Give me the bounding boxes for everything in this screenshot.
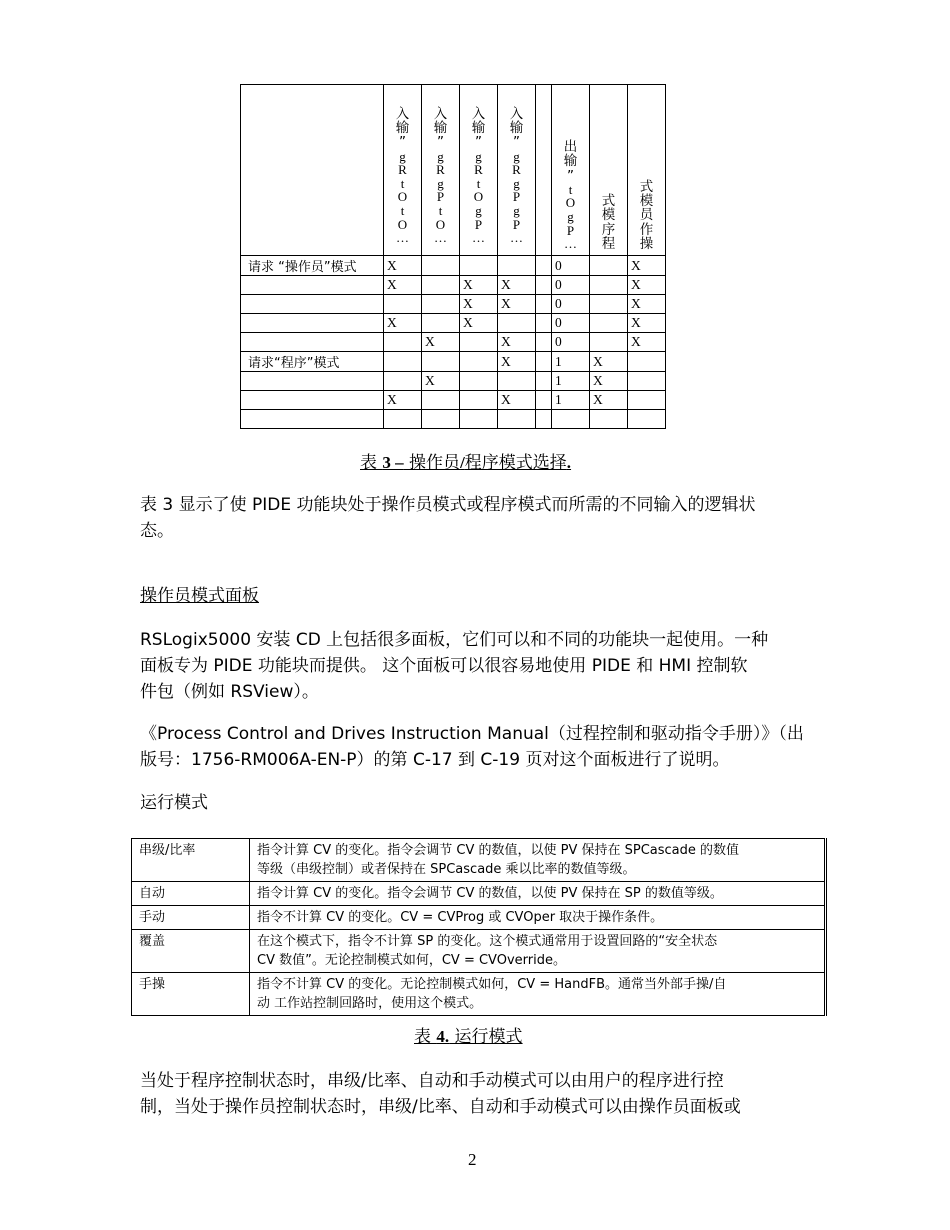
run-mode-description [250,882,826,906]
description-line: 指令计算 CV 的变化。指令会调节 CV 的数值，以使 PV 保持在 SP 的数值等级。 [257,886,723,901]
table3-cell [628,391,666,410]
table3-cell [590,295,628,314]
table3-cell [384,333,422,352]
table3-cell: X [460,314,498,333]
table3-cell [536,256,552,276]
table3-cell: X [628,256,666,276]
table3-row [241,295,666,314]
table3-header-row [241,85,666,256]
table3-row [241,391,666,410]
run-mode-row [132,930,826,973]
table3-cell [498,410,536,429]
run-mode-row [132,973,826,1016]
paragraph-rslogix-panels: RSLogix5000 安装 CD 上包括很多面板，它们可以和不同的功能块一起使用。一种 面板专为 PIDE 功能块而提供。 这个面板可以很容易地使用 PIDE 和 HMI 控制软 件包（例如 RSView）。 [140,630,769,702]
table3-cell [536,333,552,352]
description-line: 指令不计算 CV 的变化。无论控制模式如何，CV = HandFB。通常当外部手操/自 [257,977,727,992]
run-mode-name: 自动 [132,882,250,906]
table3-cell [422,276,460,295]
table3-cell: X [384,276,422,295]
table3-cell [422,391,460,410]
description-line: 动 工作站控制回路时，使用这个模式。 [257,996,483,1011]
table3-cell [536,391,552,410]
table3-cell: X [460,276,498,295]
table3-cell: 0 [552,256,590,276]
vertical-header: 入 输 ” g R t O t O … [395,106,410,246]
table3-cell [384,410,422,429]
table3-cell: X [628,314,666,333]
description-line: 指令计算 CV 的变化。指令会调节 CV 的数值，以使 PV 保持在 SPCascade 的数值 [257,843,740,858]
table3-cell: X [422,372,460,391]
table3-row-label [241,295,384,314]
table3-header-col6 [552,85,590,256]
table3-cell: X [628,333,666,352]
table3-cell: X [384,256,422,276]
section-heading-operator-panel: 操作员模式面板 [140,586,259,606]
table3-cell: X [498,352,536,372]
table3-cell [628,372,666,391]
description-line: CV 数值”。无论控制模式如何，CV = CVOverride。 [257,953,566,968]
table3-cell [536,372,552,391]
table3-cell [536,410,552,429]
table3-cell [460,333,498,352]
vertical-header: 出 输 ” t O g P … [563,139,578,252]
table3-row-label: 请求“程序”模式 [241,352,384,372]
table3-body [241,256,666,429]
table3-row [241,372,666,391]
table3-cell [384,295,422,314]
table3-cell: 1 [552,352,590,372]
vertical-header: 式 模 员 作 操 [639,179,654,252]
table3-cell: 1 [552,391,590,410]
table3-header-blank [241,85,384,256]
table3-cell [628,410,666,429]
table3-cell [460,391,498,410]
run-mode-row [132,839,826,882]
table3-row [241,352,666,372]
run-mode-table [131,838,827,1016]
vertical-header: 入 输 ” g R t O g P … [471,106,486,246]
run-mode-name: 手操 [132,973,250,1016]
vertical-header: 式 模 序 程 [601,193,616,252]
table3-cell: X [460,295,498,314]
table3-cell [422,314,460,333]
table3-cell [498,256,536,276]
table3-cell [498,372,536,391]
table3-cell [590,276,628,295]
paragraph-manual-reference: 《Process Control and Drives Instruction Manual（过程控制和驱动指令手册）》（出 版号：1756-RM006A-EN-P）的第 C-17 到 C-19 页对这个面板进行了说明。 [140,724,804,770]
table3-cell: X [590,372,628,391]
table3-cell [590,333,628,352]
table3-header-col8 [628,85,666,256]
table3-header-col1 [384,85,422,256]
mode-selection-table [240,84,666,429]
table3-header-col4 [498,85,536,256]
table3-header-col3 [460,85,498,256]
table3-row [241,256,666,276]
run-mode-name: 覆盖 [132,930,250,973]
description-line: 等级（串级控制）或者保持在 SPCascade 乘以比率的数值等级。 [257,862,636,877]
table3-cell [536,276,552,295]
paragraph-table3-explanation: 表 3 显示了使 PIDE 功能块处于操作员模式或程序模式而所需的不同输入的逻辑状 态。 [140,495,756,541]
vertical-header: 入 输 ” g R g P t O … [433,106,448,246]
table3-cell: X [422,333,460,352]
table3-cell [590,410,628,429]
table3-cell: X [590,352,628,372]
table3-cell [536,295,552,314]
table3-cell [590,314,628,333]
table3-cell [460,372,498,391]
table3-cell [536,314,552,333]
table3-row [241,333,666,352]
table3-row-label [241,276,384,295]
table3-header-spacer [536,85,552,256]
table3-row [241,314,666,333]
table3-cell: 0 [552,295,590,314]
table3-row [241,410,666,429]
table3-cell [422,295,460,314]
table3-header-col2 [422,85,460,256]
table3-cell: X [628,295,666,314]
table3-row-label [241,372,384,391]
run-mode-description [250,839,826,882]
table3-cell [422,256,460,276]
paragraph-program-control: 当处于程序控制状态时，串级/比率、自动和手动模式可以由用户的程序进行控 制，当处于操作员控制状态时，串级/比率、自动和手动模式可以由操作员面板或 [140,1071,741,1117]
description-line: 指令不计算 CV 的变化。CV = CVProg 或 CVOper 取决于操作条件。 [257,910,664,925]
table3-cell: X [498,295,536,314]
table3-cell [498,314,536,333]
table3-row-label [241,391,384,410]
table3-cell: X [628,276,666,295]
table3-row-label: 请求 “操作员”模式 [241,256,384,276]
table3-cell [422,410,460,429]
section-heading-run-mode: 运行模式 [140,793,208,813]
table3-cell [552,410,590,429]
table3-cell: X [498,276,536,295]
table3-cell [460,410,498,429]
table3-cell [460,256,498,276]
run-mode-row [132,882,826,906]
table3-cell [628,352,666,372]
table3-row-label [241,314,384,333]
table3-row-label [241,410,384,429]
table4-body [132,839,826,1016]
vertical-header: 入 输 ” g R g P g P … [509,106,524,246]
table3-cell: X [498,333,536,352]
table3-row [241,276,666,295]
run-mode-name: 串级/比率 [132,839,250,882]
run-mode-description [250,906,826,930]
run-mode-name: 手动 [132,906,250,930]
table3-cell [536,352,552,372]
table3-caption: 表 3 – 操作员/程序模式选择. [360,453,572,473]
run-mode-description [250,973,826,1016]
table3-cell [422,352,460,372]
description-line: 在这个模式下，指令不计算 SP 的变化。这个模式通常用于设置回路的“安全状态 [257,934,718,949]
table3-cell: 0 [552,276,590,295]
table3-header-col7 [590,85,628,256]
table3-row-label [241,333,384,352]
page-number: 2 [468,1150,477,1169]
table3-cell: 0 [552,333,590,352]
table4-caption: 表 4. 运行模式 [414,1027,523,1047]
table3-cell: 1 [552,372,590,391]
table3-cell: X [384,314,422,333]
table3-cell: X [498,391,536,410]
table3-cell: 0 [552,314,590,333]
table3-cell [384,352,422,372]
table3-cell: X [384,391,422,410]
run-mode-row [132,906,826,930]
table3-cell [590,256,628,276]
run-mode-description [250,930,826,973]
table3-cell [460,352,498,372]
table3-cell: X [590,391,628,410]
table3-cell [384,372,422,391]
